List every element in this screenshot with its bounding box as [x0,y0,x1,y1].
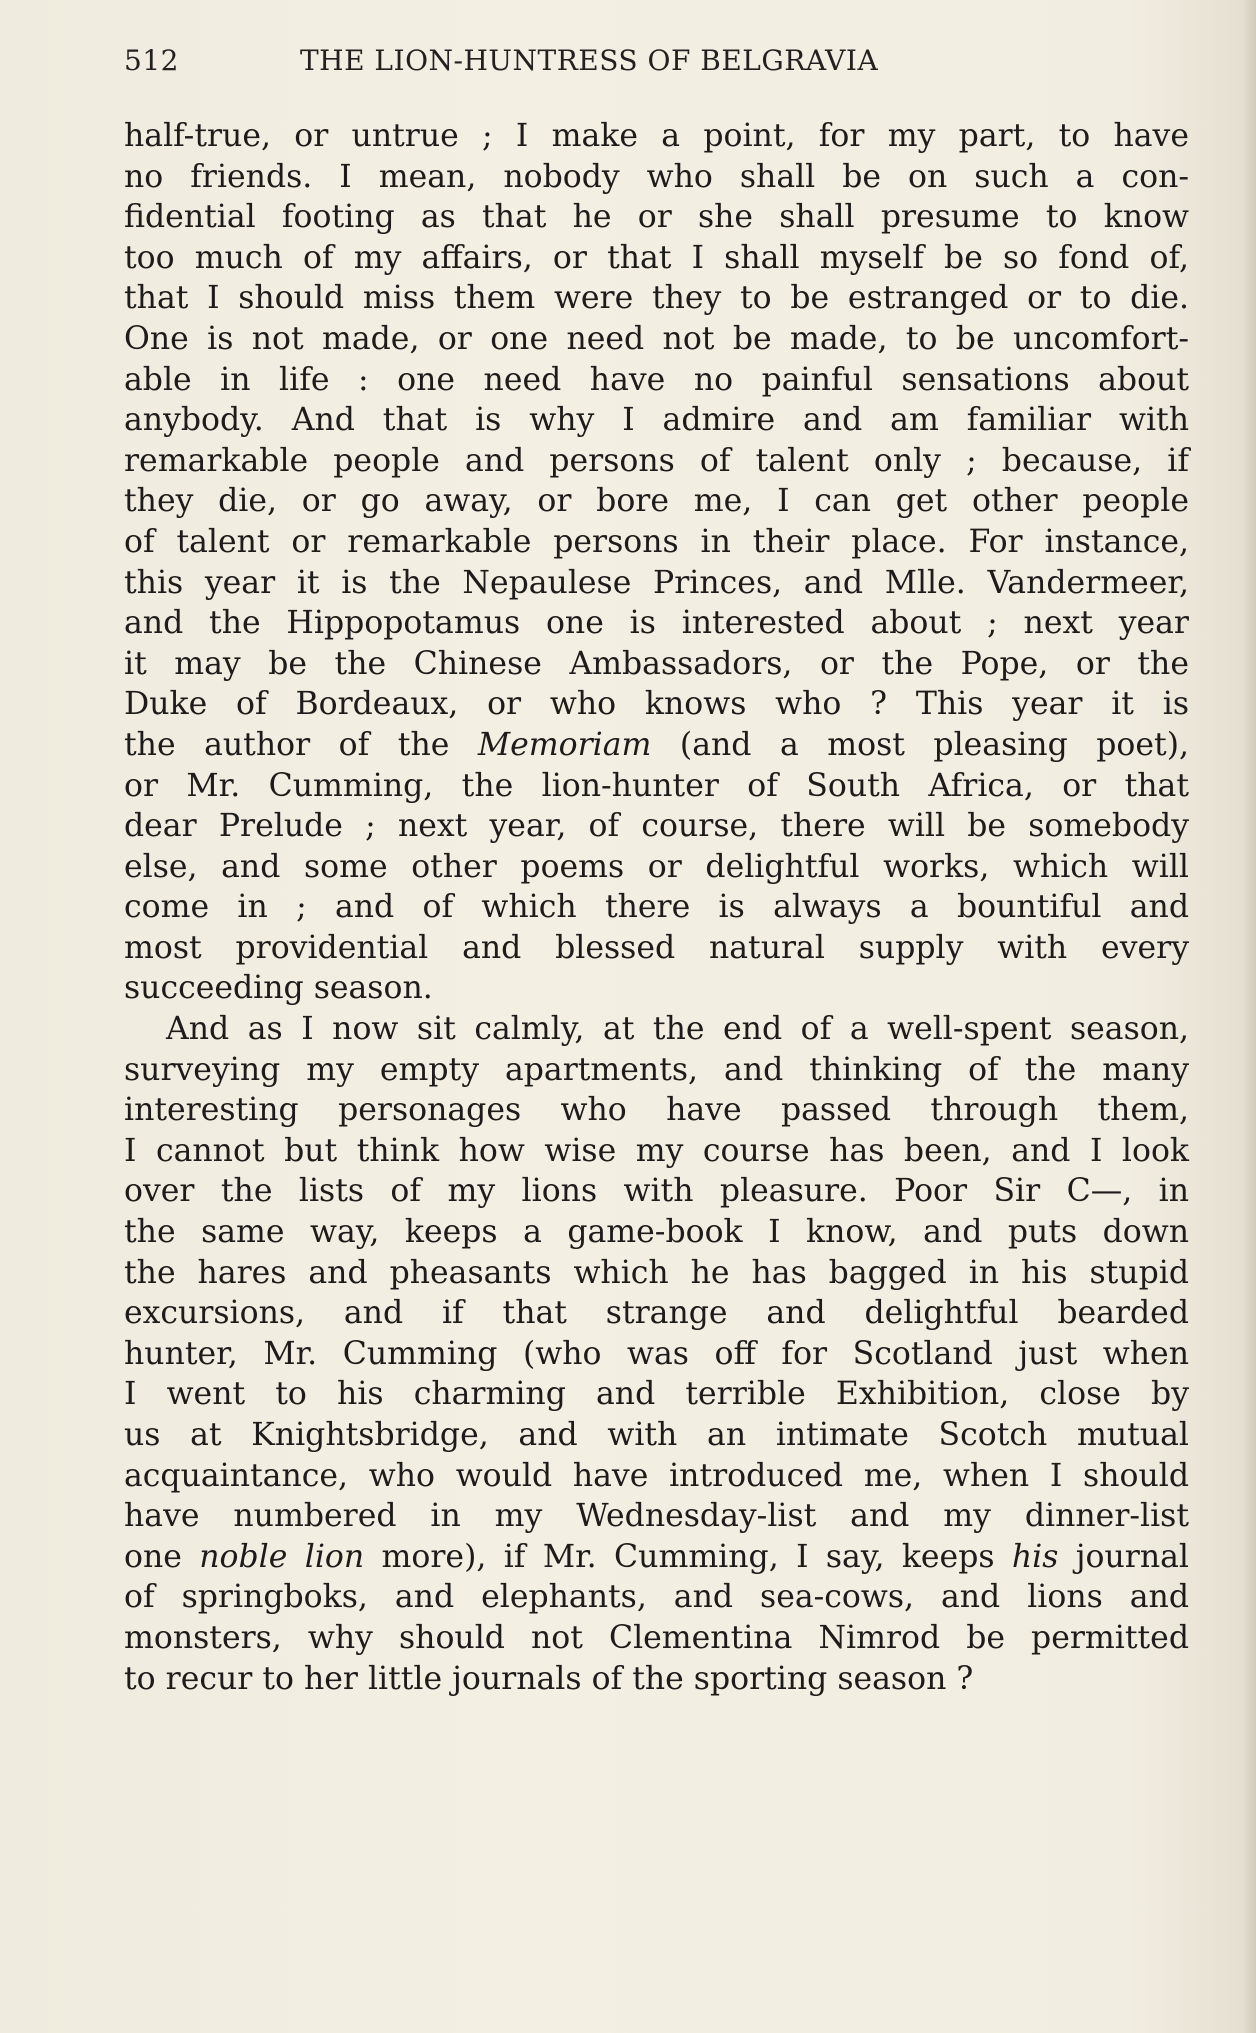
paragraph-first-line: And as I now sit calmly, at the end of a well-spent season, [166,1011,1189,1048]
text-line: it may be the Chinese Ambassadors, or the Pope, or the [124,645,1189,682]
text-line: that I should miss them were they to be estranged or to die. [124,280,1189,317]
text-line: of talent or remarkable persons in their place. For instance, [124,523,1189,560]
text-line: I cannot but think how wise my course has been, and I look [124,1132,1189,1169]
text-line-noble-lion [124,1537,1189,1578]
text-line: they die, or go away, or bore me, I can get other people [124,483,1189,520]
text-line: us at Knightsbridge, and with an intimate Scotch mutual [124,1417,1189,1453]
text-line: and the Hippopotamus one is interested about ; next year [124,605,1189,642]
text-line: else, and some other poems or delightful works, which will [124,848,1189,885]
text-line: too much of my affairs, or that I shall myself be so fond of, [124,239,1189,276]
text-line: One is not made, or one need not be made, to be uncomfort- [124,320,1189,357]
italic-title: Memoriam [477,726,652,763]
text-line: remarkable people and persons of talent only ; because, if [124,442,1189,479]
page-number: 512 [124,44,179,77]
text-line: of springboks, and elephants, and sea-cows, and lions and [124,1579,1189,1616]
page-spine-shadow [1242,0,1256,2033]
text-line: have numbered in my Wednesday-list and my dinner-list [124,1498,1189,1535]
text-line: come in ; and of which there is always a bountiful and [124,889,1189,926]
text-line: surveying my empty apartments, and thinking of the many [124,1051,1189,1088]
text-line: the hares and pheasants which he has bagged in his stupid [124,1254,1189,1291]
text-line: anybody. And that is why I admire and am familiar with [124,402,1189,439]
text-line: no friends. I mean, nobody who shall be on such a con- [124,158,1189,195]
text-line: acquaintance, who would have introduced me, when I should [124,1457,1189,1494]
text-line: half-true, or untrue ; I make a point, for my part, to have [124,118,1189,154]
text-segment: (and a most pleasing poet), [651,726,1190,763]
text-line: most providential and blessed natural supply with every [124,929,1189,966]
text-line: succeeding season. [124,970,433,1007]
text-line: fidential footing as that he or she shall presume to know [124,199,1189,236]
page-header [124,44,1184,88]
text-line: hunter, Mr. Cumming (who was off for Scotland just when [124,1335,1189,1372]
running-title: THE LION-HUNTRESS OF BELGRAVIA [300,44,879,77]
text-line: the same way, keeps a game-book I know, and puts down [124,1214,1189,1251]
text-line: excursions, and if that strange and delightful bearded [124,1295,1189,1332]
text-line: dear Prelude ; next year, of course, there will be somebody [124,808,1189,845]
text-line: this year it is the Nepaulese Princes, and Mlle. Vandermeer, [124,564,1189,601]
text-line: Duke of Bordeaux, or who knows who ? This year it is [124,686,1189,723]
body-text [124,116,1189,1699]
italic-phrase: noble lion [199,1538,365,1575]
text-line-memoriam [124,725,1189,766]
text-line: monsters, why should not Clementina Nimrod be permitted [124,1619,1189,1656]
text-segment: one [124,1538,200,1575]
text-line: able in life : one need have no painful sensations about [124,361,1189,398]
italic-word: his [1011,1538,1059,1575]
text-line: or Mr. Cumming, the lion-hunter of South Africa, or that [124,767,1189,804]
text-line: I went to his charming and terrible Exhibition, close by [124,1376,1189,1413]
text-segment: the author of the [124,726,478,763]
text-segment: journal [1058,1538,1190,1575]
text-segment: more), if Mr. Cumming, I say, keeps [364,1538,1012,1575]
text-line: interesting personages who have passed through them, [124,1092,1189,1129]
text-line: to recur to her little journals of the sporting season ? [124,1660,974,1697]
text-line: over the lists of my lions with pleasure. Poor Sir C—, in [124,1173,1189,1210]
